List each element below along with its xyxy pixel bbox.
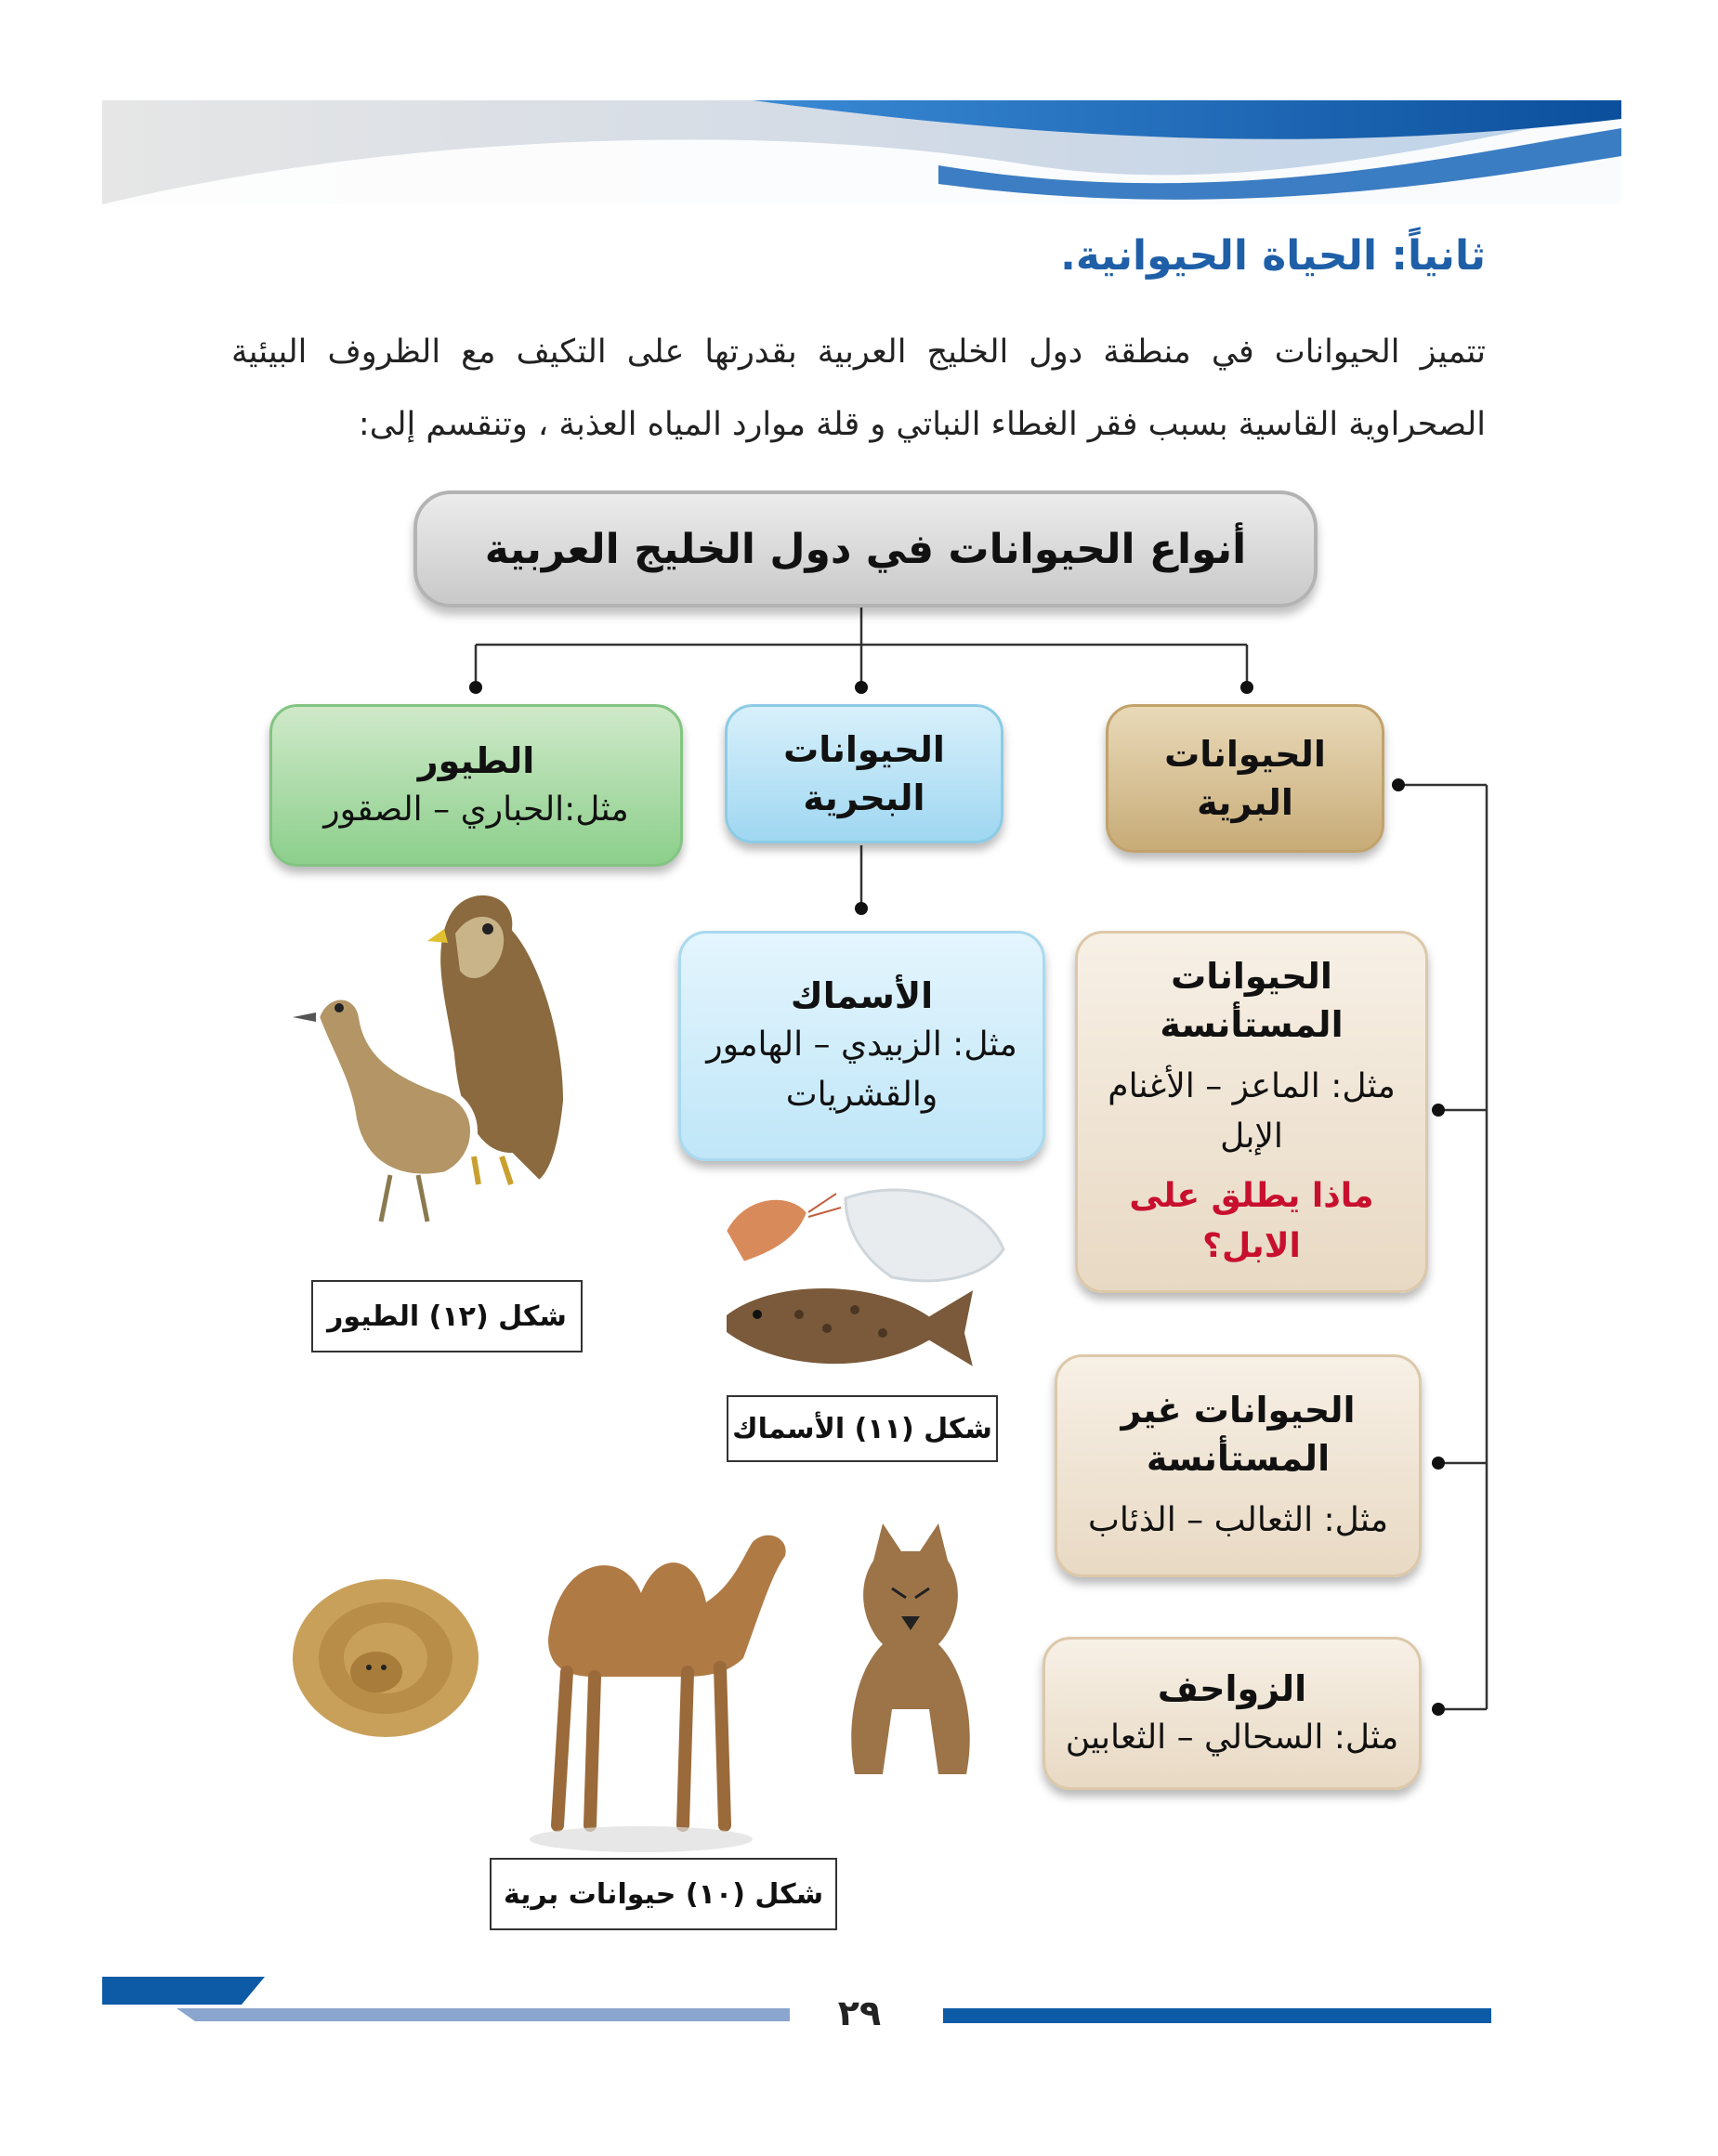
fish-illustration xyxy=(706,1175,1022,1389)
connector-dot xyxy=(1392,778,1405,791)
marine-animals-title-1: الحيوانات xyxy=(783,729,945,770)
section-title: ثانياً: الحياة الحيوانية. xyxy=(1060,232,1486,280)
connector-dot xyxy=(1432,1104,1445,1117)
fish-example-1: مثل: الزبيدي – الهامور xyxy=(706,1026,1017,1064)
camel-illustration xyxy=(520,1519,799,1862)
connector-dot xyxy=(855,902,868,915)
connector-dot xyxy=(855,681,868,694)
snake-illustration xyxy=(283,1565,488,1751)
figure-caption-birds: شكل (١٢) الطيور xyxy=(311,1280,583,1352)
fish-example-2: والقشريات xyxy=(785,1076,938,1114)
domestic-example-1: مثل: الماعز – الأغنام xyxy=(1108,1067,1396,1105)
footer-bar-left xyxy=(102,1977,790,2029)
marine-animals-title-2: البحرية xyxy=(803,777,925,818)
shrimp-image xyxy=(725,1194,841,1263)
diagram-title: أنواع الحيوانات في دول الخليج العربية xyxy=(413,490,1318,608)
birds-box xyxy=(269,704,683,867)
wild-title: الحيوانات غير المستأنسة xyxy=(1121,1390,1356,1479)
birds-illustration xyxy=(288,878,641,1240)
figure-caption-land-animals: شكل (١٠) حيوانات برية xyxy=(490,1858,837,1930)
birds-title: الطيور xyxy=(417,739,535,781)
wild-example: مثل: الثعالب – الذئاب xyxy=(1087,1501,1389,1539)
fish-box xyxy=(678,931,1045,1161)
grouper-fish-image xyxy=(725,1287,976,1370)
reptiles-box xyxy=(1043,1637,1422,1790)
domestic-example-2: الإبل xyxy=(1220,1117,1283,1156)
connector-dot xyxy=(1240,681,1253,694)
figure-caption-fish: شكل (١١) الأسماك xyxy=(727,1395,998,1462)
domestic-question: ماذا يطلق على الابل؟ xyxy=(1129,1177,1374,1265)
footer-bar-right xyxy=(943,2006,1491,2025)
wolf-illustration xyxy=(818,1523,1003,1802)
land-animals-box xyxy=(1106,704,1384,853)
wild-animals-box xyxy=(1055,1354,1422,1577)
domestic-animals-box xyxy=(1075,931,1428,1293)
land-animals-title-1: الحيوانات xyxy=(1164,734,1326,775)
connector-dot xyxy=(1432,1703,1445,1716)
reptiles-example: مثل: السحالي – الثعابين xyxy=(1065,1718,1399,1757)
connector-dot xyxy=(469,681,482,694)
land-animals-title-2: البرية xyxy=(1197,782,1293,823)
marine-animals-box xyxy=(725,704,1003,843)
pomfret-fish-image xyxy=(846,1190,1003,1281)
intro-paragraph: تتميز الحيوانات في منطقة دول الخليج العربية بقدرتها على التكيف مع الظروف البيئية الصحراوية القاسية بسبب فقر الغطاء النباتي و قلة موارد المياه العذبة ، وتنقسم إلى: xyxy=(231,333,1486,443)
page-number: ٢٩ xyxy=(837,1993,882,2033)
birds-example: مثل:الحباري – الصقور xyxy=(323,790,629,829)
connector-dot xyxy=(1432,1457,1445,1470)
domestic-title: الحيوانات المستأنسة xyxy=(1160,956,1344,1045)
fish-title: الأسماك xyxy=(790,975,934,1016)
reptiles-title: الزواحف xyxy=(1157,1667,1307,1709)
